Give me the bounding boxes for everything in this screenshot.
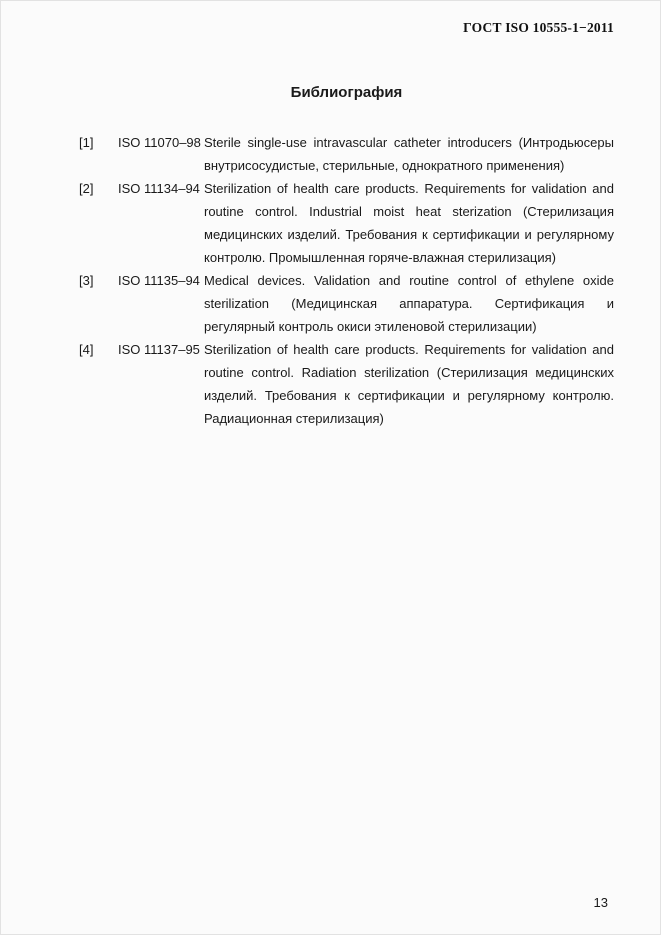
bibliography-entry	[79, 338, 614, 430]
entry-number: [4]	[79, 342, 94, 357]
bibliography-entry	[79, 269, 614, 338]
entry-standard-reference: ISO 11134–94	[118, 181, 200, 196]
entry-standard-reference: ISO 11135–94	[118, 273, 200, 288]
entry-number: [3]	[79, 273, 94, 288]
entry-description: Sterilization of health care products. Requirements for validation and routine control. Radiation sterilization (Стерилизация медицинских изделий. Требования к сертификации и регулярному контролю. Радиационная стерилизация)	[204, 342, 614, 426]
bibliography-entry	[79, 177, 614, 269]
entry-number: [1]	[79, 135, 94, 150]
entry-description: Sterilization of health care products. Requirements for validation and routine control. Industrial moist heat sterization (Стерилизация медицинских изделий. Требования к сертификации и регулярному контролю. Промышленная горяче-влажная стерилизация)	[204, 181, 614, 265]
entry-standard-reference: ISO 11137–95	[118, 342, 200, 357]
document-header-designation: ГОСТ ISO 10555-1−2011	[463, 20, 614, 35]
entry-description: Medical devices. Validation and routine control of ethylene oxide sterilization (Медицинская аппаратура. Сертификация и регулярный контроль окиси этиленовой стерилизации)	[204, 273, 614, 334]
entry-description: Sterile single-use intravascular catheter introducers (Интродьюсеры внутрисосудистые, стерильные, однократного применения)	[204, 135, 614, 173]
page-number: 13	[593, 895, 608, 910]
entry-number: [2]	[79, 181, 94, 196]
entry-standard-reference: ISO 11070–98	[118, 135, 201, 150]
bibliography-list	[79, 131, 614, 430]
bibliography-entry	[79, 131, 614, 177]
section-title: Библиография	[290, 84, 403, 101]
